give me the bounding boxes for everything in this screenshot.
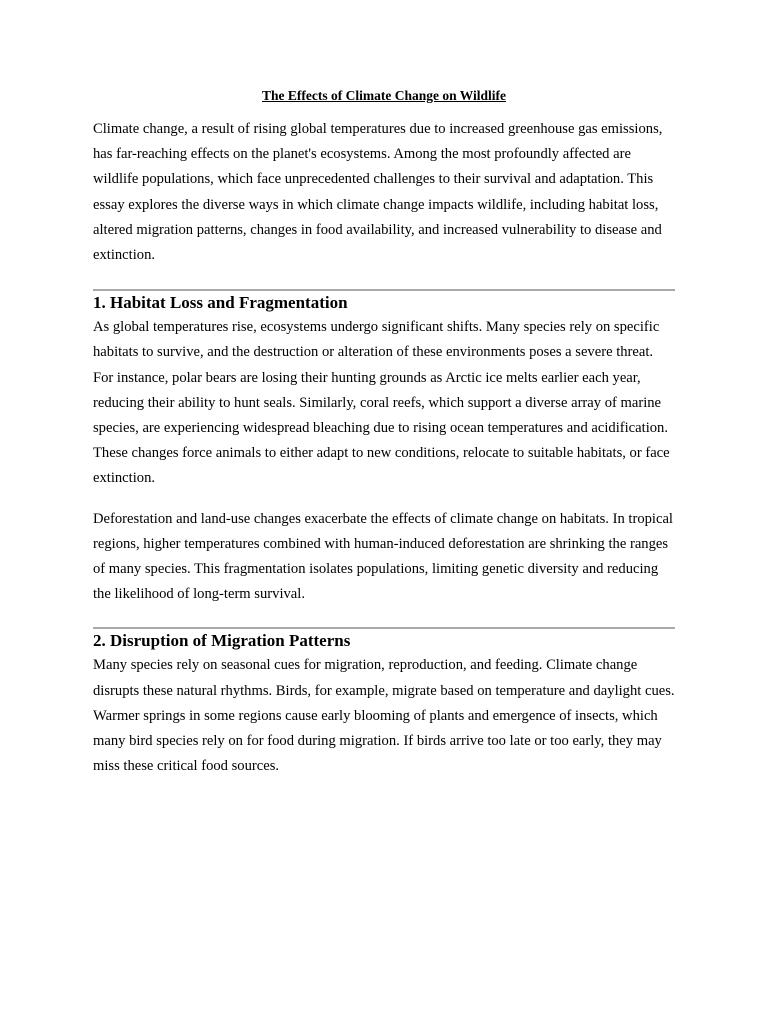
section-heading-migration: 2. Disruption of Migration Patterns [93, 631, 351, 651]
section-1-paragraph-1: As global temperatures rise, ecosystems undergo significant shifts. Many species rely on specific habitats to survive, and the destruction or alteration of these environments poses a severe threat. For instance, polar bears are losing their hunting grounds as Arctic ice melts earlier each year, reducing their ability to hunt seals. Similarly, coral reefs, which support a diverse array of marine species, are experiencing widespread bleaching due to rising ocean temperatures and acidification. These changes force animals to either adapt to new conditions, relocate to suitable habitats, or face extinction. [93, 319, 670, 487]
document-title: The Effects of Climate Change on Wildlife [262, 88, 506, 103]
intro-paragraph: Climate change, a result of rising global temperatures due to increased greenhouse gas emissions, has far-reaching effects on the planet's ecosystems. Among the most profoundly affected are wildlife populations, which face unprecedented challenges to their survival and adaptation. This essay explores the diverse ways in which climate change impacts wildlife, including habitat loss, altered migration patterns, changes in food availability, and increased vulnerability to disease and extinction. [93, 121, 663, 264]
section-heading-habitat-loss: 1. Habitat Loss and Fragmentation [93, 293, 348, 313]
section-1-paragraph-2: Deforestation and land-use changes exacerbate the effects of climate change on habitats. In tropical regions, higher temperatures combined with human-induced deforestation are shrinking the ranges of many species. This fragmentation isolates populations, limiting genetic diversity and reducing the likelihood of long-term survival. [93, 510, 673, 603]
document-page [93, 86, 675, 779]
section-2-paragraph-1: Many species rely on seasonal cues for migration, reproduction, and feeding. Climate change disrupts these natural rhythms. Birds, for example, migrate based on temperature and daylight cues. Warmer springs in some regions cause early blooming of plants and emergence of insects, which many bird species rely on for food during migration. If birds arrive too late or too early, they may miss these critical food sources. [93, 657, 675, 775]
